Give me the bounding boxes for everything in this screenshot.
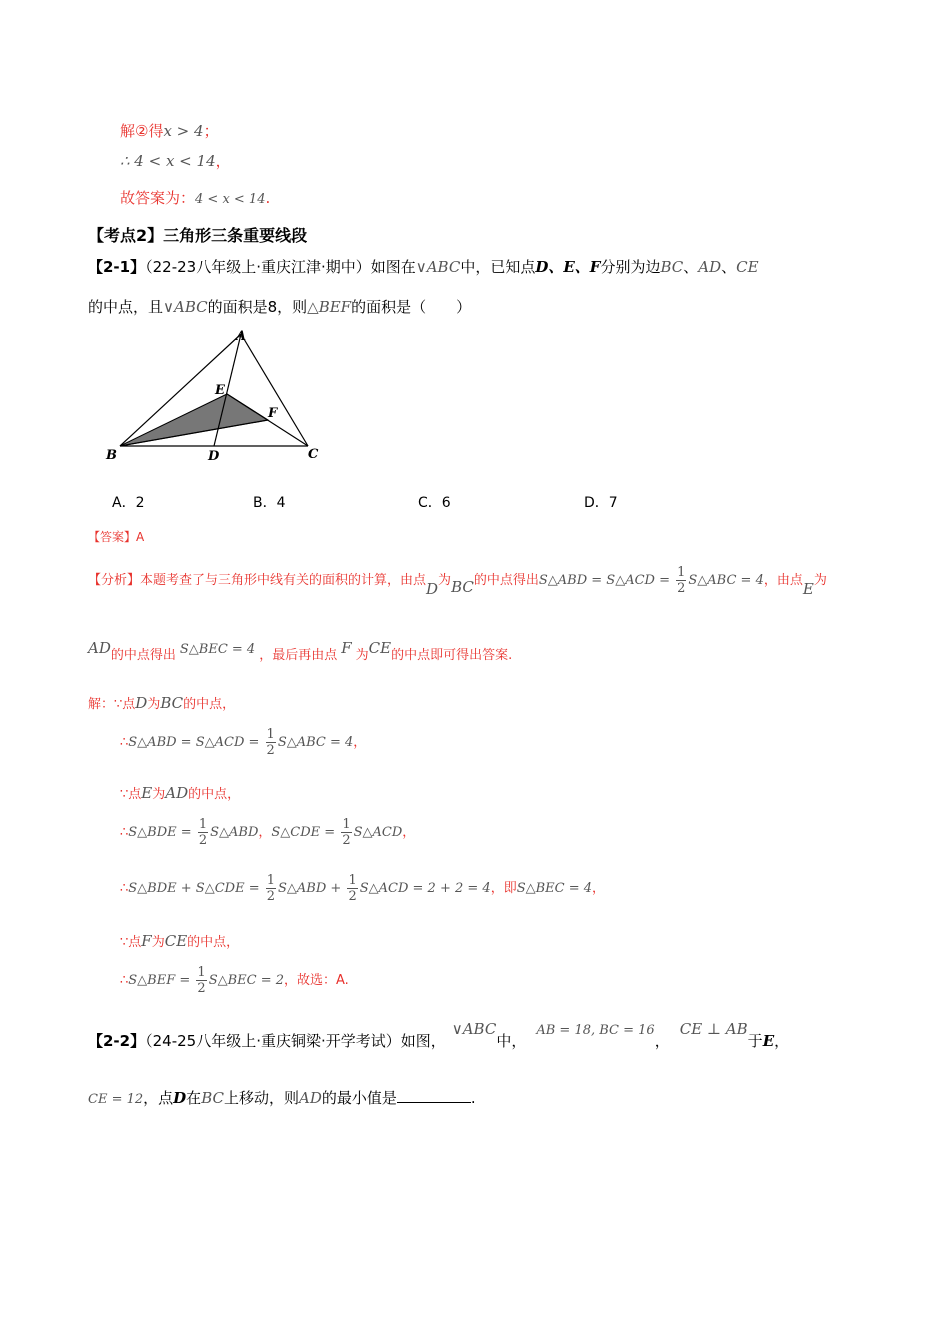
label-a: A (236, 329, 247, 344)
q21-line-1: 【2-1】（22-23八年级上·重庆江津·期中）如图在∨ABC中，已知点D、E、F分别为边BC、AD、CE (88, 258, 759, 276)
segment-ac (241, 334, 308, 446)
solution-line-3: ∵点E为AD的中点， (120, 784, 241, 802)
solution-line-1: 解：∵点D为BC的中点， (88, 694, 236, 712)
triangle-figure (100, 322, 340, 467)
option-c[interactable]: C．6 (418, 495, 451, 511)
label-f: F (268, 406, 278, 421)
label-e: E (215, 383, 225, 398)
answer-label: 【答案】A (88, 530, 145, 544)
intro-line-2: ∴ 4 < x < 14， (120, 152, 231, 170)
intro-line-3: 故答案为：4 < x < 14. (120, 189, 271, 207)
solution-line-6: ∵点F为CE的中点， (120, 932, 240, 950)
option-a[interactable]: A．2 (112, 495, 145, 511)
solution-line-4: ∴S△BDE = $\frac{1}{2}$ S△ABD，S△CDE = $\frac{1}{2}$ S△ACD， (120, 817, 416, 848)
label-d: D (208, 449, 220, 464)
solution-line-5: ∴S△BDE + S△CDE = $\frac{1}{2}$ S△ABD + $\frac{1}{2}$ S△ACD = 2 + 2 = 4，即S△BEC = 4， (120, 873, 606, 904)
analysis-line-2: AD的中点得出 S△BEC = 4 ，最后再由点 F 为CE的中点即可得出答案. (88, 639, 513, 663)
q22-line-1: 【2-2】（24-25八年级上·重庆铜梁·开学考试）如图，∨ABC中，AB = 18, BC = 16，CE ⊥ AB于E， (88, 1020, 790, 1050)
option-b[interactable]: B．4 (253, 495, 286, 511)
answer-blank[interactable] (397, 1088, 471, 1103)
solution-line-2: ∴S△ABD = S△ACD = $\frac{1}{2}$ S△ABC = 4， (120, 727, 367, 758)
q22-line-2: CE = 12，点D在BC上移动，则AD的最小值是 . (88, 1089, 476, 1107)
section-title: 【考点2】三角形三条重要线段 (88, 226, 308, 245)
label-b: B (106, 448, 117, 463)
option-d[interactable]: D．7 (584, 495, 618, 511)
q21-line-2: 的中点，且∨ABC的面积是8，则△BEF的面积是（ ） (88, 298, 472, 316)
analysis-line-1: 【分析】本题考查了与三角形中线有关的面积的计算，由点D为BC的中点得出S△ABD = S△ACD = $\frac{1}{2}$ S△ABC = 4，由点E为 (88, 565, 827, 598)
label-c: C (308, 447, 319, 462)
shaded-triangle-bef (120, 394, 268, 446)
solution-line-7: ∴S△BEF = $\frac{1}{2}$ S△BEC = 2，故选：A. (120, 965, 349, 996)
intro-line-1: 解②得x > 4； (120, 122, 219, 140)
